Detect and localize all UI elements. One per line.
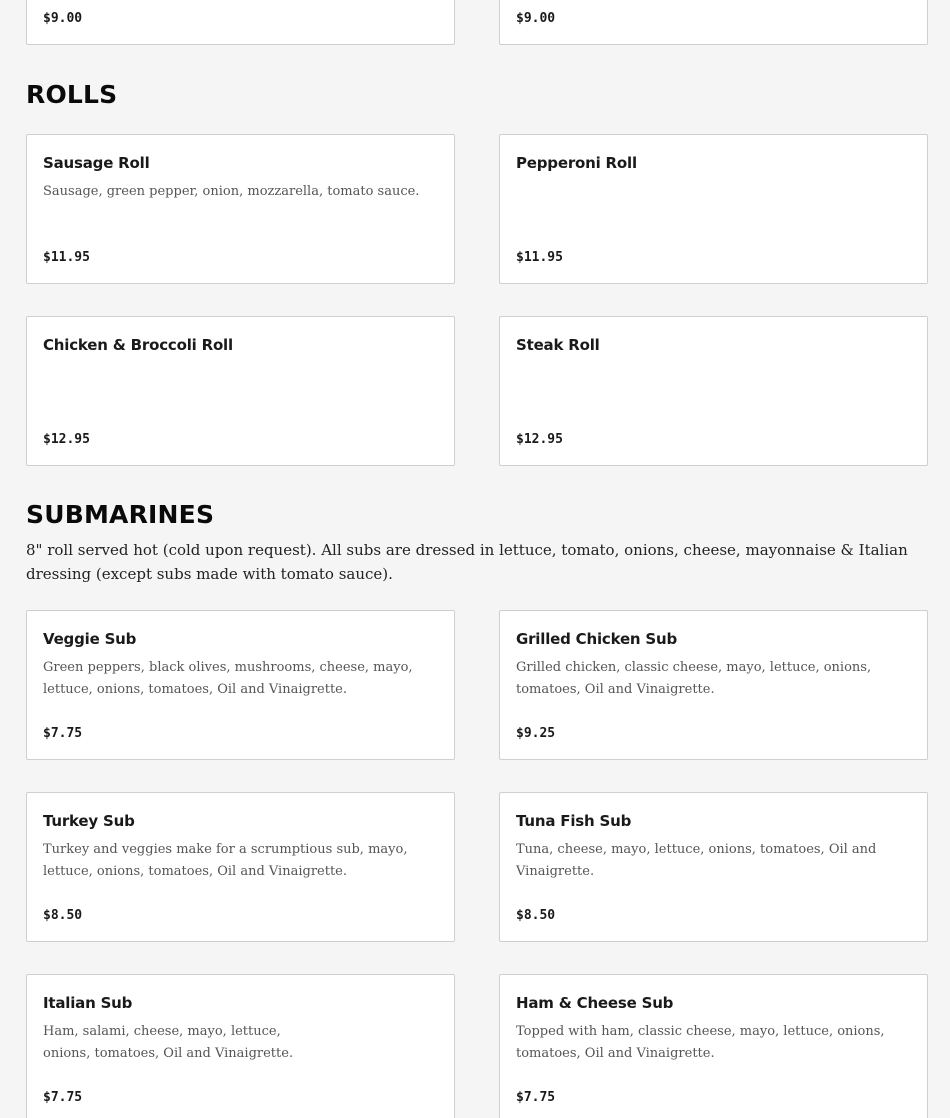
item-name: Tuna Fish Sub bbox=[516, 812, 632, 830]
menu-item-card[interactable] bbox=[499, 974, 928, 1118]
menu-item-card[interactable] bbox=[499, 610, 928, 760]
item-description: Ham, salami, cheese, mayo, lettuce, onions, tomatoes, Oil and Vinaigrette. bbox=[43, 1024, 294, 1061]
menu-item-card[interactable] bbox=[26, 974, 455, 1118]
item-description: Topped with ham, classic cheese, mayo, lettuce, onions, tomatoes, Oil and Vinaigrette. bbox=[516, 1024, 885, 1061]
item-name: Steak Roll bbox=[516, 336, 600, 354]
menu-item-card[interactable] bbox=[26, 610, 455, 760]
menu-item-card[interactable] bbox=[26, 134, 455, 284]
item-name: Grilled Chicken Sub bbox=[516, 630, 678, 648]
menu-item-card[interactable] bbox=[26, 316, 455, 466]
item-price: $11.95 bbox=[516, 250, 563, 265]
menu-item-card[interactable] bbox=[26, 792, 455, 942]
section-description: 8" roll served hot (cold upon request). All subs are dressed in lettuce, tomato, onions, cheese, mayonnaise & Italian dressing (except subs made with tomato sauce). bbox=[26, 541, 908, 583]
item-description: Green peppers, black olives, mushrooms, cheese, mayo, lettuce, onions, tomatoes, Oil and Vinaigrette. bbox=[43, 660, 413, 697]
item-price: $12.95 bbox=[516, 432, 563, 447]
item-price: $12.95 bbox=[43, 432, 90, 447]
item-price: $8.50 bbox=[516, 908, 556, 923]
menu-item-card[interactable] bbox=[26, 0, 455, 45]
item-name: Chicken & Broccoli Roll bbox=[43, 336, 233, 354]
item-description: Tuna, cheese, mayo, lettuce, onions, tomatoes, Oil and Vinaigrette. bbox=[516, 842, 877, 879]
item-description: Sausage, green pepper, onion, mozzarella, tomato sauce. bbox=[43, 184, 420, 199]
item-price: $7.75 bbox=[43, 1090, 83, 1105]
item-name: Pepperoni Roll bbox=[516, 154, 637, 172]
item-price: $11.95 bbox=[43, 250, 90, 265]
item-price: $8.50 bbox=[43, 908, 83, 923]
item-price: $9.25 bbox=[516, 726, 556, 741]
item-name: Turkey Sub bbox=[43, 812, 135, 830]
item-description: Turkey and veggies make for a scrumptious sub, mayo, lettuce, onions, tomatoes, Oil and Vinaigrette. bbox=[43, 842, 408, 879]
menu-item-card[interactable] bbox=[499, 134, 928, 284]
section-title-rolls: ROLLS bbox=[26, 80, 118, 109]
item-name: Italian Sub bbox=[43, 994, 133, 1012]
item-description: Grilled chicken, classic cheese, mayo, lettuce, onions, tomatoes, Oil and Vinaigrette. bbox=[516, 660, 872, 697]
item-price: $9.00 bbox=[516, 11, 556, 26]
item-price: $7.75 bbox=[516, 1090, 556, 1105]
section-title-submarines: SUBMARINES bbox=[26, 500, 215, 529]
menu-item-card[interactable] bbox=[499, 792, 928, 942]
menu-item-card[interactable] bbox=[499, 0, 928, 45]
item-name: Veggie Sub bbox=[43, 630, 137, 648]
item-price: $7.75 bbox=[43, 726, 83, 741]
item-name: Ham & Cheese Sub bbox=[516, 994, 674, 1012]
menu-item-card[interactable] bbox=[499, 316, 928, 466]
item-name: Sausage Roll bbox=[43, 154, 150, 172]
item-price: $9.00 bbox=[43, 11, 83, 26]
